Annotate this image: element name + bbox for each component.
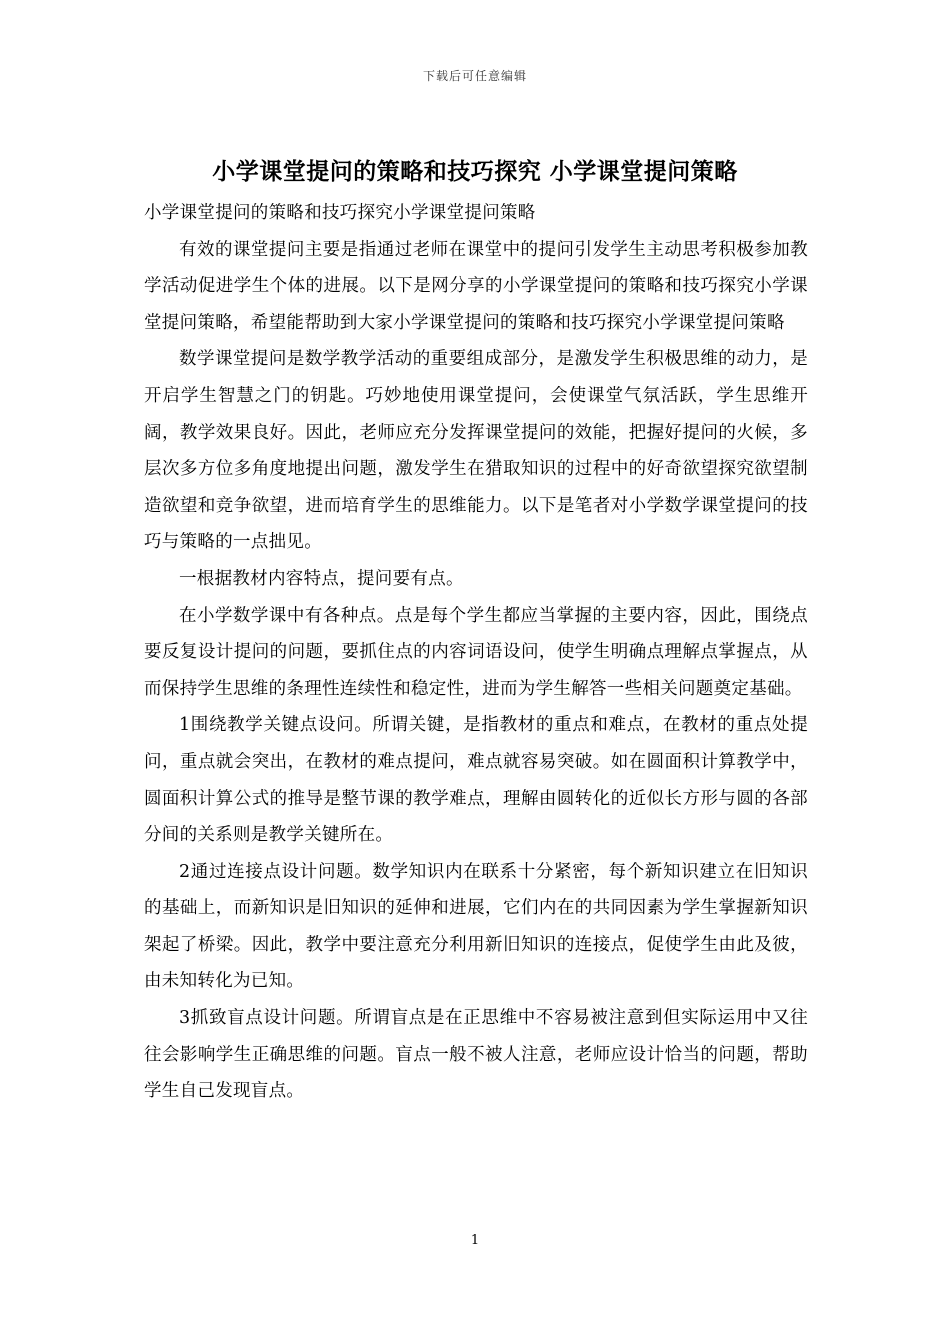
body-paragraph: 在小学数学课中有各种点。点是每个学生都应当掌握的主要内容，因此，围绕点要反复设计提问的问题，要抓住点的内容词语设问，使学生明确点理解点掌握点，从而保持学生思维的条理性连续性和稳定性，进而为学生解答一些相关问题奠定基础。: [144, 605, 808, 699]
document-title: 小学课堂提问的策略和技巧探究 小学课堂提问策略: [212, 158, 738, 185]
page-number: 1: [470, 1233, 480, 1248]
body-paragraph: 1围绕教学关键点设问。所谓关键，是指教材的重点和难点，在教材的重点处提问，重点就会突出，在教材的难点提问，难点就容易突破。如在圆面积计算教学中，圆面积计算公式的推导是整节课的教学难点，理解由圆转化的近似长方形与圆的各部分间的关系则是教学关键所在。: [144, 715, 808, 846]
subtitle-paragraph: 小学课堂提问的策略和技巧探究小学课堂提问策略: [144, 203, 536, 223]
body-paragraph: 3抓致盲点设计问题。所谓盲点是在正思维中不容易被注意到但实际运用中又往往会影响学生正确思维的问题。盲点一般不被人注意，老师应设计恰当的问题，帮助学生自己发现盲点。: [144, 1008, 808, 1102]
document-body: [144, 195, 808, 1110]
page-header: 下载后可任意编辑: [422, 69, 527, 83]
body-paragraph: 2通过连接点设计问题。数学知识内在联系十分紧密，每个新知识建立在旧知识的基础上，而新知识是旧知识的延伸和进展，它们内在的共同因素为学生掌握新知识架起了桥梁。因此，教学中要注意充分利用新旧知识的连接点，促使学生由此及彼，由未知转化为已知。: [144, 861, 808, 992]
body-paragraph: 数学课堂提问是数学教学活动的重要组成部分，是激发学生积极思维的动力，是开启学生智慧之门的钥匙。巧妙地使用课堂提问，会使课堂气氛活跃，学生思维开阔，教学效果良好。因此，老师应充分发挥课堂提问的效能，把握好提问的火候，多层次多方位多角度地提出问题，激发学生在猎取知识的过程中的好奇欲望探究欲望制造欲望和竞争欲望，进而培育学生的思维能力。以下是笔者对小学数学课堂提问的技巧与策略的一点拙见。: [144, 349, 808, 553]
body-paragraph: 有效的课堂提问主要是指通过老师在课堂中的提问引发学生主动思考积极参加教学活动促进学生个体的进展。以下是网分享的小学课堂提问的策略和技巧探究小学课堂提问策略，希望能帮助到大家小学课堂提问的策略和技巧探究小学课堂提问策略: [144, 239, 808, 333]
section-heading: 一根据教材内容特点，提问要有点。: [179, 568, 464, 589]
